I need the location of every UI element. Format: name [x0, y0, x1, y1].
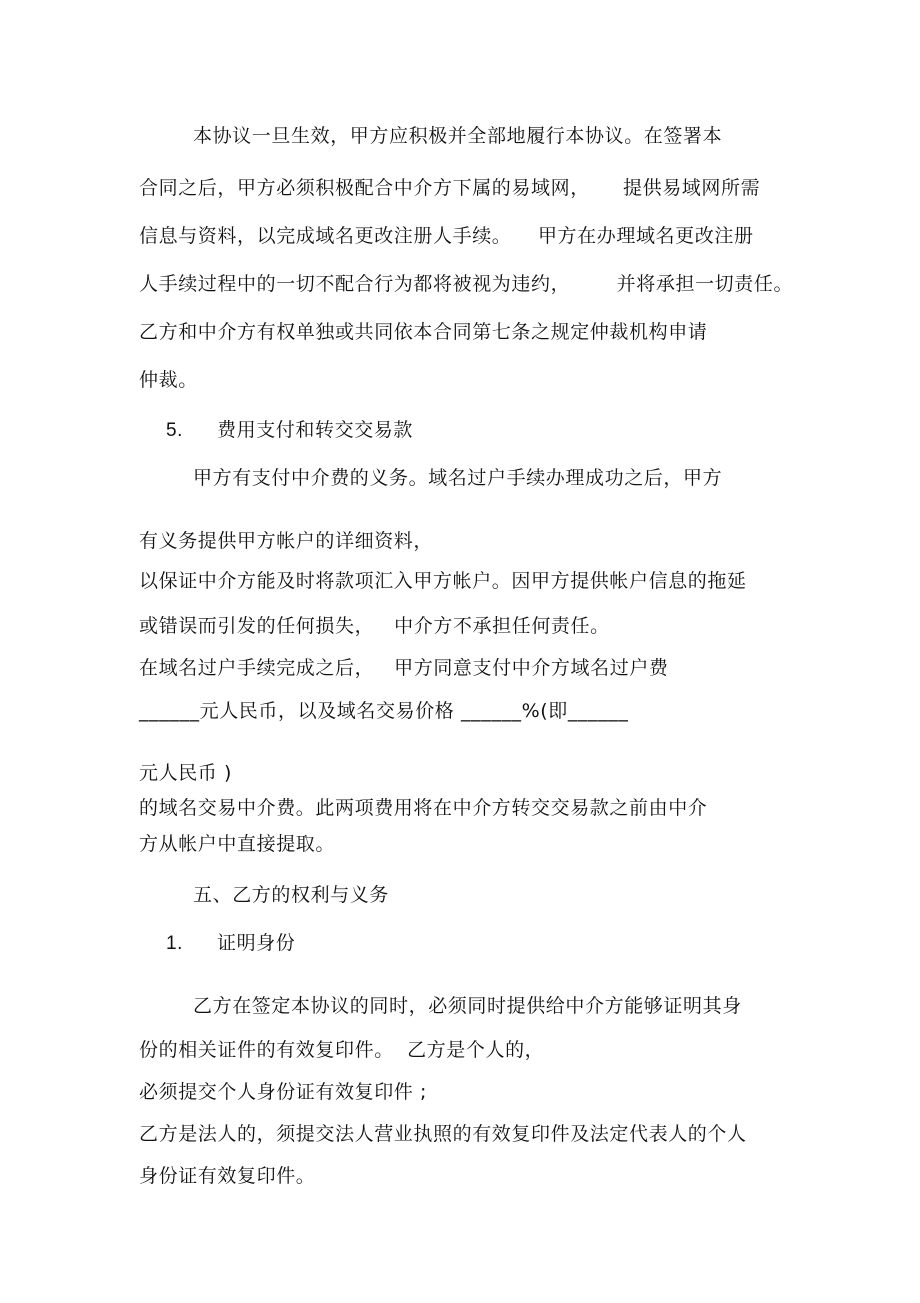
- paragraph-line: 人手续过程中的一切不配合行为都将被视为违约， 并将承担一切责任。: [139, 273, 794, 295]
- section-heading: 证明身份: [217, 932, 296, 954]
- paragraph-line: 的域名交易中介费。此两项费用将在中介方转交交易款之前由中介: [139, 797, 708, 819]
- section-heading: 五、乙方的权利与义务: [193, 884, 390, 906]
- fill-in-line: ______元人民币，以及域名交易价格 ______%(即______: [139, 700, 629, 722]
- paragraph-line: 合同之后，甲方必须积极配合中介方下属的易域网， 提供易域网所需: [139, 177, 761, 199]
- paragraph-line: 甲方有支付中介费的义务。域名过户手续办理成功之后，甲方: [193, 467, 723, 489]
- paragraph-line: 身份证有效复印件。: [139, 1165, 316, 1187]
- paragraph-line: 乙方在签定本协议的同时，必须同时提供给中介方能够证明其身: [193, 995, 742, 1017]
- section-number: 5.: [166, 420, 184, 441]
- paragraph-line: 有义务提供甲方帐户的详细资料，: [139, 530, 434, 552]
- paragraph-line: 乙方是法人的，须提交法人营业执照的有效复印件及法定代表人的个人: [139, 1123, 747, 1145]
- paragraph-line: 或错误而引发的任何损失， 中介方不承担任何责任。: [139, 615, 610, 637]
- paragraph-line: 元人民币 ): [139, 762, 233, 784]
- paragraph-line: 本协议一旦生效，甲方应积极并全部地履行本协议。在签署本: [193, 125, 723, 147]
- section-heading: 费用支付和转交交易款: [217, 419, 414, 441]
- paragraph-line: 方从帐户中直接提取。: [139, 833, 336, 855]
- paragraph-line: 乙方和中介方有权单独或共同依本合同第七条之规定仲裁机构申请: [139, 321, 708, 343]
- section-number: 1.: [166, 933, 184, 954]
- paragraph-line: 份的相关证件的有效复印件。 乙方是个人的，: [139, 1039, 545, 1061]
- paragraph-line: 在域名过户手续完成之后， 甲方同意支付中介方域名过户费: [139, 657, 669, 679]
- paragraph-line: 仲裁。: [139, 369, 198, 391]
- paragraph-line: 信息与资料，以完成域名更改注册人手续。 甲方在办理域名更改注册: [139, 225, 754, 247]
- paragraph-line: 以保证中介方能及时将款项汇入甲方帐户。因甲方提供帐户信息的拖延: [139, 570, 747, 592]
- paragraph-line: 必须提交个人身份证有效复印件 ;: [139, 1081, 428, 1103]
